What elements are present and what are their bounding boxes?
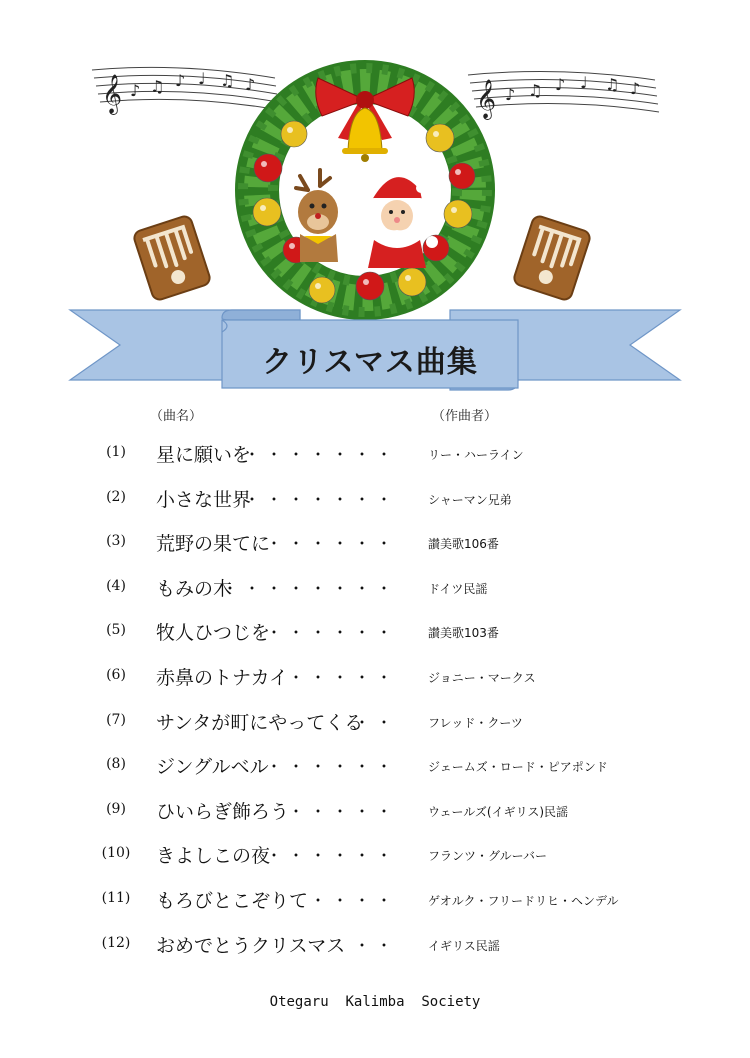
leader-dots: ・・・・・・ [265,534,398,554]
reindeer-icon [296,170,338,262]
svg-text:♫: ♫ [605,75,620,94]
song-row [0,839,750,884]
song-composer: ジェームズ・ロード・ピアポンド [428,760,608,775]
leader-dots: ・・・・・ [287,801,398,821]
song-number: (2) [106,488,126,505]
song-row [0,616,750,661]
leader-dots: ・・・・ [309,890,398,910]
kalimba-right-icon [512,214,591,301]
svg-text:♪: ♪ [175,71,186,90]
song-row [0,750,750,795]
song-composer: ドイツ民謡 [428,581,488,596]
song-number: (5) [106,622,126,639]
song-number: (8) [106,756,126,773]
svg-text:♪: ♪ [130,81,141,100]
song-number: (6) [106,666,126,683]
song-composer: イギリス民謡 [428,938,500,953]
svg-text:♪: ♪ [630,79,641,98]
song-title: きよしこの夜 [156,845,271,868]
page-title: クリスマス曲集 [262,345,478,380]
leader-dots: ・・・・・ [287,667,398,687]
song-title: もろびとこぞりて [156,889,309,912]
leader-dots: ・・・・・・・ [243,445,398,464]
song-number: (10) [101,845,131,862]
song-row [0,483,750,528]
svg-text:♩: ♩ [198,69,206,88]
song-composer: フランツ・グルーバー [428,849,548,864]
song-title: 赤鼻のトナカイ [156,666,289,689]
leader-dots: ・・ [353,712,398,732]
song-title: 荒野の果てに [156,533,271,556]
song-row [0,884,750,929]
svg-text:♪: ♪ [505,85,516,104]
song-number: (9) [106,800,126,817]
song-number: (11) [101,889,131,906]
song-number: (7) [106,711,126,728]
song-composer: シャーマン兄弟 [428,492,512,507]
song-row [0,527,750,572]
song-number: (3) [106,533,126,550]
song-title: ジングルベル [156,756,269,779]
song-composer: ウェールズ(イギリス)民謡 [428,804,569,819]
svg-text:𝄞: 𝄞 [102,74,123,114]
song-title: 星に願いを [156,444,252,466]
song-number: (12) [101,934,131,951]
svg-text:♪: ♪ [245,75,256,94]
svg-text:𝄞: 𝄞 [476,79,497,119]
song-composer: ジョニー・マークス [428,670,536,685]
song-title: 牧人ひつじを [156,622,271,645]
song-row [0,438,750,483]
svg-text:♫: ♫ [150,77,165,96]
song-composer: ゲオルク・フリードリヒ・ヘンデル [428,893,619,908]
leader-dots: ・・ [353,935,398,955]
song-title: おめでとうクリスマス [156,934,346,957]
svg-text:♪: ♪ [555,75,566,94]
song-title: 小さな世界 [156,488,252,511]
svg-text:♫: ♫ [220,71,235,90]
song-title: もみの木 [156,577,233,600]
leader-dots: ・・・・・・ [265,757,398,777]
song-list [0,438,750,973]
svg-text:♫: ♫ [528,81,543,100]
leader-dots: ・・・・・・ [265,623,398,643]
footer-credit: Otegaru Kalimba Society [269,994,481,1010]
music-staff-right-icon [468,71,659,120]
song-row [0,572,750,617]
kalimba-left-icon [132,214,211,301]
christmas-wreath-icon [243,68,487,312]
song-composer: 讃美歌106番 [428,537,499,552]
song-row [0,661,750,706]
svg-text:♩: ♩ [580,73,588,92]
song-title: ひいらぎ飾ろう [156,800,290,823]
song-row [0,706,750,751]
leader-dots: ・・・・・・ [265,846,398,866]
song-composer: 讃美歌103番 [428,626,499,641]
song-number: (1) [106,444,126,460]
song-column-header: （曲名） [150,409,203,424]
leader-dots: ・・・・・・・ [243,489,398,509]
music-staff-left-icon [92,67,279,115]
song-composer: リー・ハーライン [428,448,524,462]
song-title: サンタが町にやってくる [156,711,364,734]
song-row [0,795,750,840]
song-composer: フレッド・クーツ [428,715,523,730]
composer-column-header: （作曲者） [432,409,498,424]
song-number: (4) [106,577,126,594]
song-row [0,929,750,974]
leader-dots: ・・・・・・・・ [221,578,398,598]
